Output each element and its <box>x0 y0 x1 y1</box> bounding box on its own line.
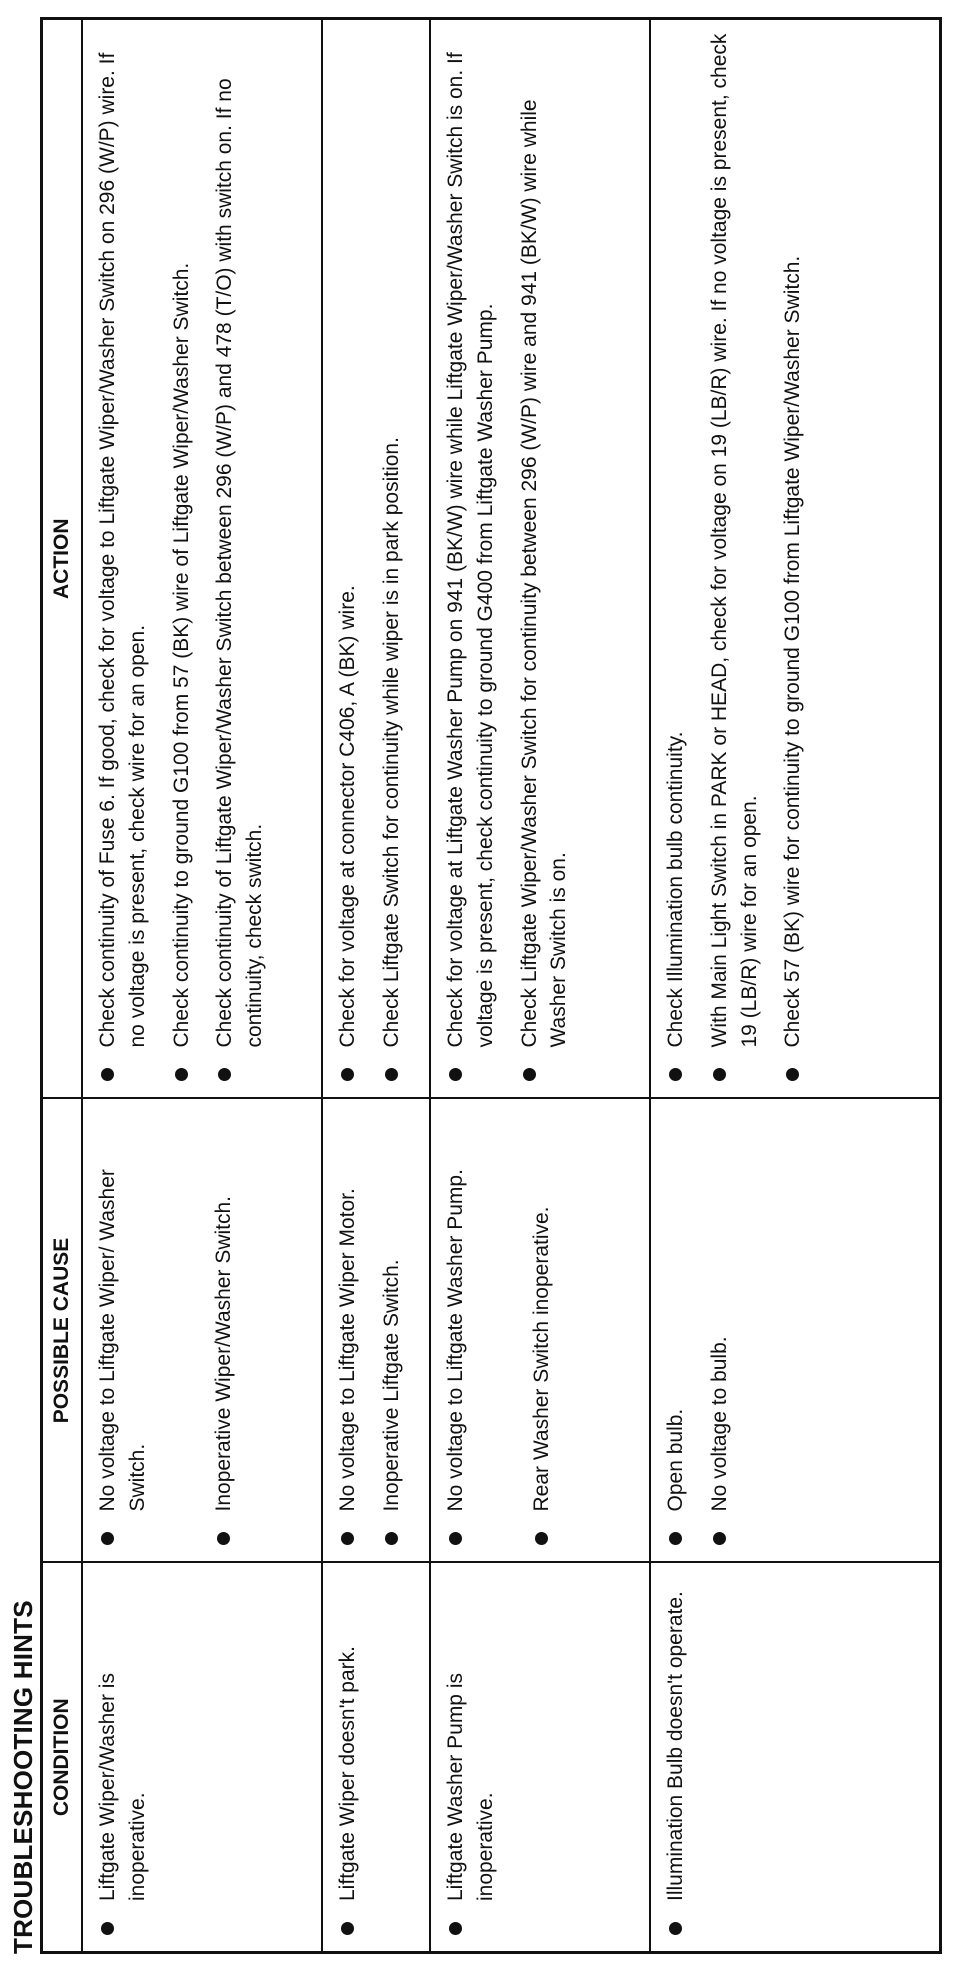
list-item <box>377 1112 407 1552</box>
cause-text: Rear Washer Switch inoperative. <box>529 1206 553 1512</box>
bullet-icon <box>669 1922 682 1935</box>
cause-cell <box>82 1099 322 1563</box>
bullet-icon <box>101 1533 114 1546</box>
table-header-row <box>42 19 83 1953</box>
action-text: Check for voltage at Liftgate Washer Pump on 941 (BK/W) wire while Liftgate Wiper/Washer Switch is on. If voltage is present, check continuity to ground G400 from Liftgate Washer Pump. <box>444 52 497 1048</box>
cause-text: No voltage to Liftgate Washer Pump. <box>444 1169 467 1512</box>
list-item <box>527 1112 557 1552</box>
page-title: TROUBLESHOOTING HINTS <box>8 1600 38 1954</box>
list-item <box>93 1112 153 1552</box>
header-possible-cause: POSSIBLE CAUSE <box>42 1099 83 1563</box>
bullet-icon <box>713 1069 726 1082</box>
list-item <box>93 1576 153 1942</box>
cause-cell <box>430 1099 650 1563</box>
action-text: Check Liftgate Switch for continuity while wiper is in park position. <box>379 437 403 1048</box>
list-item <box>333 1576 363 1942</box>
cause-text: No voltage to bulb. <box>707 1336 731 1512</box>
bullet-icon <box>101 1069 114 1082</box>
list-item <box>705 32 765 1088</box>
list-item <box>209 1112 239 1552</box>
list-item <box>661 1576 691 1942</box>
cause-text: No voltage to Liftgate Wiper Motor. <box>336 1188 359 1512</box>
bullet-icon <box>786 1069 799 1082</box>
action-text: Check Illumination bulb continuity. <box>664 731 687 1048</box>
list-item <box>333 1112 363 1552</box>
bullet-icon <box>449 1533 462 1546</box>
action-cell <box>650 19 941 1099</box>
list-item <box>441 1576 501 1942</box>
action-text: Check continuity of Fuse 6. If good, check for voltage to Liftgate Wiper/Washer Switch on 296 (W/P) wire. If no voltage is present, check wire for an open. <box>96 52 149 1048</box>
bullet-icon <box>449 1069 462 1082</box>
list-item <box>333 32 363 1088</box>
bullet-icon <box>175 1069 188 1082</box>
cause-text: Open bulb. <box>664 1408 687 1512</box>
list-item <box>441 32 501 1088</box>
bullet-icon <box>101 1922 114 1935</box>
list-item <box>93 32 153 1088</box>
list-item <box>167 32 197 1088</box>
header-action: ACTION <box>42 19 83 1099</box>
bullet-icon <box>218 1069 231 1082</box>
header-condition: CONDITION <box>42 1563 83 1953</box>
bullet-icon <box>341 1069 354 1082</box>
bullet-icon <box>385 1069 398 1082</box>
bullet-icon <box>341 1533 354 1546</box>
table-row <box>82 19 322 1953</box>
cause-cell <box>322 1099 430 1563</box>
bullet-icon <box>341 1922 354 1935</box>
table-row <box>430 19 650 1953</box>
action-text: With Main Light Switch in PARK or HEAD, check for voltage on 19 (LB/R) wire. If no voltage is present, check 19 (LB/R) wire for an open. <box>707 33 761 1048</box>
cause-text: Inoperative Wiper/Washer Switch. <box>211 1195 235 1512</box>
condition-text: Liftgate Washer Pump is inoperative. <box>444 1673 497 1901</box>
action-text: Check Liftgate Wiper/Washer Switch for continuity between 296 (W/P) wire and 941 (BK/W) wire while Washer Switch is on. <box>517 99 571 1048</box>
condition-text: Liftgate Wiper doesn't park. <box>336 1646 359 1901</box>
action-text: Check 57 (BK) wire for continuity to ground G100 from Liftgate Wiper/Washer Switch. <box>781 255 805 1048</box>
condition-cell <box>650 1563 941 1953</box>
table-row <box>650 19 941 1953</box>
troubleshooting-table <box>40 17 942 1954</box>
cause-text: No voltage to Liftgate Wiper/ Washer Switch. <box>96 1169 149 1512</box>
action-text: Check for voltage at connector C406, A (BK) wire. <box>336 585 359 1048</box>
condition-text: Illumination Bulb doesn't operate. <box>664 1591 687 1901</box>
action-cell <box>430 19 650 1099</box>
condition-cell <box>322 1563 430 1953</box>
list-item <box>778 32 808 1088</box>
list-item <box>441 1112 471 1552</box>
list-item <box>705 1112 735 1552</box>
list-item <box>515 32 575 1088</box>
action-text: Check continuity to ground G100 from 57 (BK) wire of Liftgate Wiper/Washer Switch. <box>169 262 193 1048</box>
action-cell <box>322 19 430 1099</box>
cause-cell <box>650 1099 941 1563</box>
bullet-icon <box>449 1922 462 1935</box>
bullet-icon <box>669 1069 682 1082</box>
bullet-icon <box>535 1533 548 1546</box>
bullet-icon <box>523 1069 536 1082</box>
list-item <box>661 32 691 1088</box>
list-item <box>210 32 270 1088</box>
cause-text: Inoperative Liftgate Switch. <box>379 1259 403 1512</box>
condition-cell <box>430 1563 650 1953</box>
list-item <box>661 1112 691 1552</box>
bullet-icon <box>713 1533 726 1546</box>
table-row <box>322 19 430 1953</box>
action-cell <box>82 19 322 1099</box>
condition-text: Liftgate Wiper/Washer is inoperative. <box>96 1673 149 1901</box>
action-text: Check continuity of Liftgate Wiper/Washer Switch between 296 (W/P) and 478 (T/O) with switch on. If no continuity, check switch. <box>213 78 267 1048</box>
bullet-icon <box>217 1533 230 1546</box>
list-item <box>377 32 407 1088</box>
condition-cell <box>82 1563 322 1953</box>
bullet-icon <box>669 1533 682 1546</box>
bullet-icon <box>385 1533 398 1546</box>
